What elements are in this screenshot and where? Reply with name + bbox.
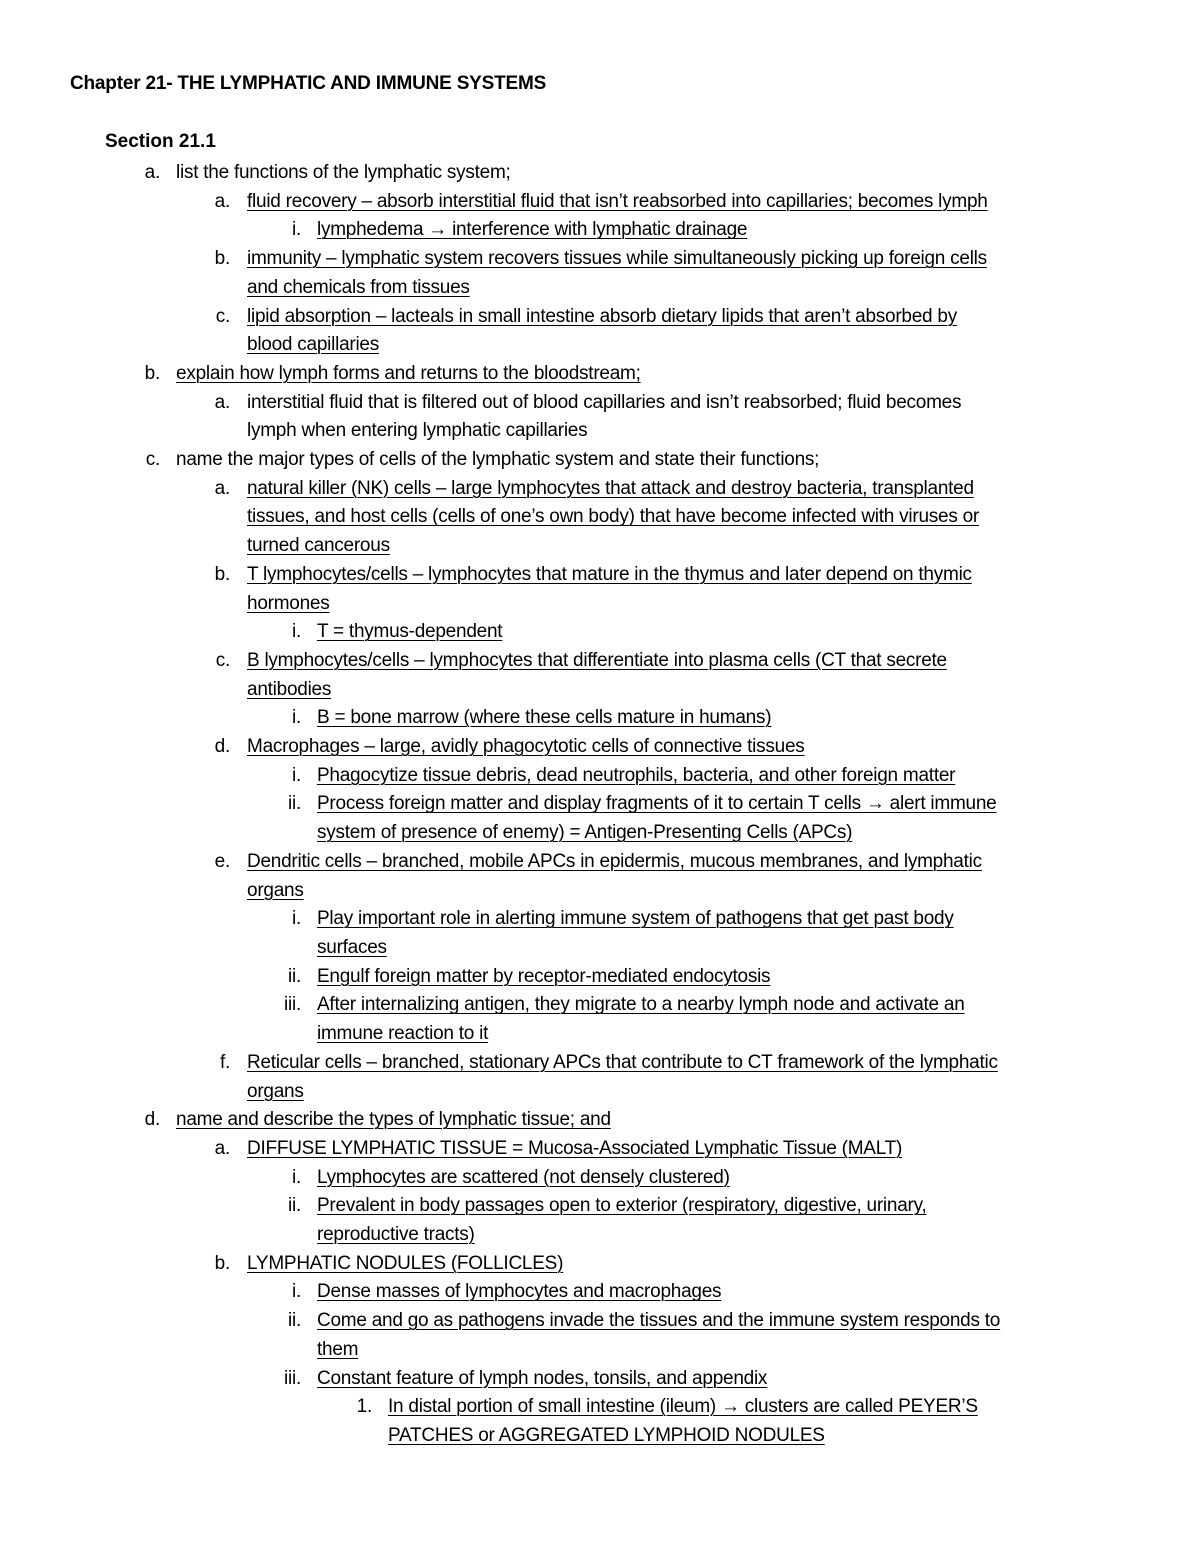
list-marker: a. <box>214 1137 230 1159</box>
list-marker: i. <box>292 1166 301 1188</box>
list-marker: b. <box>214 248 230 270</box>
outline-item-text: LYMPHATIC NODULES (FOLLICLES) <box>247 1252 564 1274</box>
outline-item-text: Dense masses of lymphocytes and macrophages <box>317 1281 722 1303</box>
outline-item-level-2 <box>0 848 1200 877</box>
outline-item-level-3 <box>0 704 1200 733</box>
outline-item-text: Play important role in alerting immune system of pathogens that get past body <box>317 908 954 930</box>
outline-item-continuation <box>0 503 1200 532</box>
outline-item-text: organs <box>247 879 304 901</box>
outline-item-level-2 <box>0 1049 1200 1078</box>
outline-item-text: natural killer (NK) cells – large lymphocytes that attack and destroy bacteria, transplanted <box>247 477 974 499</box>
outline-item-text: system of presence of enemy) = Antigen-Presenting Cells (APCs) <box>317 822 853 844</box>
outline-item-text: Reticular cells – branched, stationary APCs that contribute to CT framework of the lymphatic <box>247 1051 998 1073</box>
outline-item-level-1 <box>0 1106 1200 1135</box>
outline-item-text: immune reaction to it <box>317 1023 489 1045</box>
outline-item-text: tissues, and host cells (cells of one’s own body) that have become infected with viruses or <box>247 506 980 528</box>
outline-item-continuation <box>0 1422 1200 1451</box>
outline-item-text: organs <box>247 1080 304 1102</box>
list-marker: b. <box>214 563 230 585</box>
outline-item-level-3 <box>0 1192 1200 1221</box>
outline-item-level-3 <box>0 216 1200 245</box>
outline-item-text: and chemicals from tissues <box>247 276 470 298</box>
outline-item-level-2 <box>0 733 1200 762</box>
outline-item-text: lymphedema → interference with lymphatic drainage <box>317 219 748 241</box>
list-marker: a. <box>214 190 230 212</box>
outline-item-text: Prevalent in body passages open to exterior (respiratory, digestive, urinary, <box>317 1195 927 1217</box>
list-marker: b. <box>144 362 160 384</box>
outline-item-text: lipid absorption – lacteals in small intestine absorb dietary lipids that aren’t absorbed by <box>247 305 957 327</box>
outline-item-text: name and describe the types of lymphatic tissue; and <box>176 1109 611 1131</box>
outline-item-text: Lymphocytes are scattered (not densely clustered) <box>317 1166 730 1188</box>
outline-item-text: Come and go as pathogens invade the tissues and the immune system responds to <box>317 1310 1001 1332</box>
list-marker: i. <box>292 621 301 643</box>
outline-item-text: PATCHES or AGGREGATED LYMPHOID NODULES <box>388 1424 825 1446</box>
outline-list <box>0 159 1200 1451</box>
outline-item-continuation <box>0 1221 1200 1250</box>
outline-item-level-3 <box>0 1307 1200 1336</box>
outline-item-text: antibodies <box>247 678 332 700</box>
list-marker: a. <box>214 477 230 499</box>
outline-item-text: name the major types of cells of the lymphatic system and state their functions; <box>176 449 820 471</box>
list-marker: a. <box>214 391 230 413</box>
outline-item-text: Dendritic cells – branched, mobile APCs in epidermis, mucous membranes, and lymphatic <box>247 850 982 872</box>
outline-item-continuation <box>0 934 1200 963</box>
outline-item-continuation <box>0 1020 1200 1049</box>
outline-item-text: Process foreign matter and display fragments of it to certain T cells → alert immune <box>317 793 997 815</box>
outline-item-text: Constant feature of lymph nodes, tonsils, and appendix <box>317 1367 768 1389</box>
outline-item-text: interstitial fluid that is filtered out of blood capillaries and isn’t reabsorbed; fluid becomes <box>247 391 962 413</box>
list-marker: a. <box>144 162 160 183</box>
outline-item-level-1 <box>0 360 1200 389</box>
list-marker: i. <box>292 908 301 930</box>
list-marker: 1. <box>356 1396 372 1418</box>
outline-item-text: turned cancerous <box>247 535 390 557</box>
list-marker: i. <box>292 764 301 786</box>
outline-item-text: B lymphocytes/cells – lymphocytes that differentiate into plasma cells (CT that secrete <box>247 649 947 671</box>
list-marker: c. <box>215 649 230 671</box>
outline-item-continuation <box>0 819 1200 848</box>
outline-item-continuation <box>0 590 1200 619</box>
outline-item-level-4 <box>0 1393 1200 1422</box>
outline-item-text: Phagocytize tissue debris, dead neutrophils, bacteria, and other foreign matter <box>317 764 956 786</box>
outline-item-continuation <box>0 1336 1200 1365</box>
outline-item-continuation <box>0 1078 1200 1107</box>
outline-item-text: After internalizing antigen, they migrate to a nearby lymph node and activate an <box>317 994 965 1016</box>
outline-item-continuation <box>0 877 1200 906</box>
outline-item-level-3 <box>0 762 1200 791</box>
list-marker: ii. <box>288 1195 301 1217</box>
outline-item-level-3 <box>0 963 1200 992</box>
list-marker: i. <box>292 1281 301 1303</box>
outline-item-level-2 <box>0 303 1200 332</box>
list-marker: e. <box>214 850 230 872</box>
outline-item-level-2 <box>0 1135 1200 1164</box>
outline-item-text: DIFFUSE LYMPHATIC TISSUE = Mucosa-Associated Lymphatic Tissue (MALT) <box>247 1137 903 1159</box>
outline-item-text: lymph when entering lymphatic capillaries <box>247 420 588 442</box>
outline-item-text: them <box>317 1338 359 1360</box>
outline-item-text: B = bone marrow (where these cells mature in humans) <box>317 707 772 729</box>
outline-item-text: fluid recovery – absorb interstitial fluid that isn’t reabsorbed into capillaries; becomes lymph <box>247 190 988 212</box>
list-marker: d. <box>144 1109 160 1131</box>
outline-item-level-1 <box>0 159 1200 188</box>
outline-item-continuation <box>0 331 1200 360</box>
outline-item-level-2 <box>0 475 1200 504</box>
outline-item-level-2 <box>0 389 1200 418</box>
list-marker: i. <box>292 707 301 729</box>
outline-item-level-1 <box>0 446 1200 475</box>
outline-item-level-2 <box>0 188 1200 217</box>
outline-item-continuation <box>0 676 1200 705</box>
section-heading: Section 21.1 <box>105 131 216 152</box>
outline-item-level-3 <box>0 905 1200 934</box>
outline-item-level-3 <box>0 618 1200 647</box>
outline-item-level-2 <box>0 245 1200 274</box>
outline-item-level-3 <box>0 1365 1200 1394</box>
outline-item-level-3 <box>0 1164 1200 1193</box>
outline-item-text: In distal portion of small intestine (ileum) → clusters are called PEYER’S <box>388 1396 978 1418</box>
outline-item-text: surfaces <box>317 936 387 958</box>
list-marker: f. <box>219 1051 230 1073</box>
outline-item-text: hormones <box>247 592 330 614</box>
outline-item-continuation <box>0 274 1200 303</box>
outline-item-level-2 <box>0 561 1200 590</box>
outline-item-continuation <box>0 532 1200 561</box>
outline-item-text: T = thymus-dependent <box>317 621 503 643</box>
outline-item-text: reproductive tracts) <box>317 1224 475 1246</box>
outline-item-continuation <box>0 417 1200 446</box>
outline-item-text: Engulf foreign matter by receptor-mediated endocytosis <box>317 965 771 987</box>
list-marker: ii. <box>288 965 301 987</box>
chapter-title: Chapter 21- THE LYMPHATIC AND IMMUNE SYSTEMS <box>70 73 547 94</box>
list-marker: i. <box>292 219 301 241</box>
outline-item-text: immunity – lymphatic system recovers tissues while simultaneously picking up foreign cells <box>247 248 987 270</box>
list-marker: iii. <box>284 1367 301 1389</box>
outline-item-level-3 <box>0 790 1200 819</box>
outline-item-level-2 <box>0 1250 1200 1279</box>
outline-item-level-3 <box>0 1278 1200 1307</box>
outline-item-text: list the functions of the lymphatic system; <box>176 162 511 183</box>
list-marker: d. <box>214 736 230 758</box>
list-marker: ii. <box>288 793 301 815</box>
outline-item-text: blood capillaries <box>247 334 379 356</box>
outline-item-level-3 <box>0 991 1200 1020</box>
outline-item-text: explain how lymph forms and returns to the bloodstream; <box>176 362 641 384</box>
list-marker: c. <box>145 449 160 471</box>
list-marker: c. <box>215 305 230 327</box>
list-marker: iii. <box>284 994 301 1016</box>
outline-item-text: Macrophages – large, avidly phagocytotic cells of connective tissues <box>247 736 805 758</box>
outline-item-text: T lymphocytes/cells – lymphocytes that mature in the thymus and later depend on thymic <box>247 563 972 585</box>
outline-item-level-2 <box>0 647 1200 676</box>
list-marker: b. <box>214 1252 230 1274</box>
list-marker: ii. <box>288 1310 301 1332</box>
